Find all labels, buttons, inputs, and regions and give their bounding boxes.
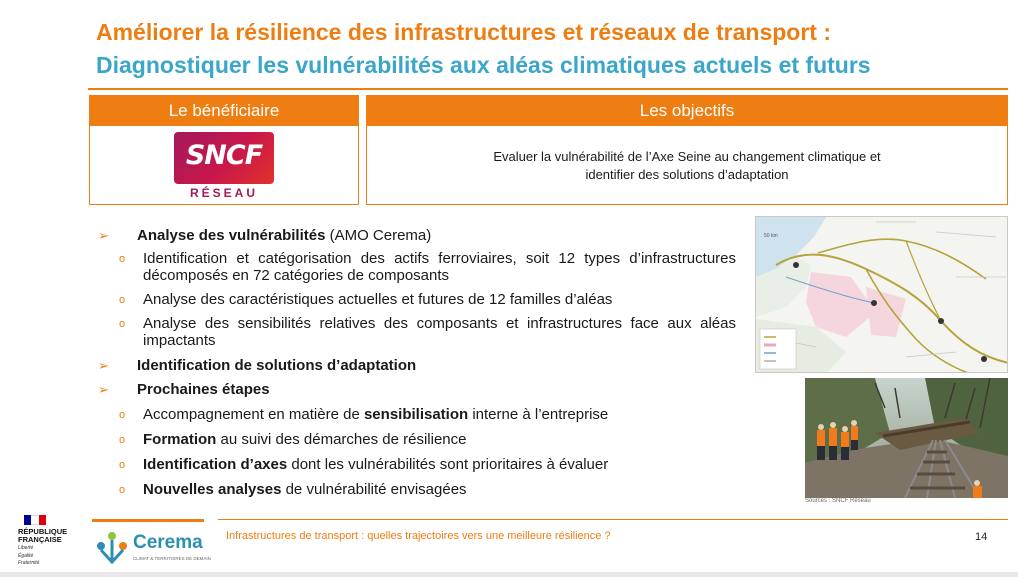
circle-bullet-icon: o	[119, 434, 126, 446]
bottom-strip	[0, 572, 1018, 577]
next-step-4-bold: Nouvelles analyses	[143, 481, 282, 498]
section-next-steps	[96, 380, 736, 400]
circle-bullet-icon: o	[119, 318, 126, 330]
republique-francaise-logo	[18, 515, 78, 567]
arrow-bullet-icon: ➢	[98, 228, 109, 243]
sncf-logo-badge	[174, 132, 274, 184]
next-step-3-bold: Identification d’axes	[143, 456, 288, 473]
circle-bullet-icon: o	[119, 459, 126, 471]
list-item	[96, 315, 736, 349]
photo-source: Sources : SNCF Réseau	[805, 498, 871, 504]
sncf-logo-subtitle: RÉSEAU	[189, 186, 258, 200]
beneficiary-box	[89, 95, 359, 205]
title-divider	[88, 88, 1008, 90]
analysis-item-2: Analyse des caractéristiques actuelles et futures de 12 familles d’aléas	[143, 291, 613, 308]
motto-egalite: Égalité	[18, 552, 34, 559]
railway-photo	[805, 378, 1008, 498]
list-item	[96, 291, 736, 308]
section-next-steps-title: Prochaines étapes	[137, 381, 270, 398]
list-item: o Formation au suivi des démarches de résilience	[119, 431, 467, 448]
circle-bullet-icon: o	[119, 409, 126, 421]
cerema-emblem-icon	[93, 530, 131, 566]
section-analysis-suffix: (AMO Cerema)	[325, 227, 432, 244]
section-analysis	[96, 226, 736, 246]
list-item: o Identification d’axes dont les vulnérabilités sont prioritaires à évaluer	[119, 456, 609, 473]
republique-line-1: RÉPUBLIQUE	[18, 527, 68, 536]
circle-bullet-icon: o	[119, 294, 126, 306]
objectives-line-1: Evaluer la vulnérabilité de l’Axe Seine au changement climatique et	[493, 149, 881, 164]
section-solutions-title: Identification de solutions d’adaptation	[137, 357, 417, 374]
analysis-item-1: Identification et catégorisation des actifs ferroviaires, soit 12 types d’infrastructures décomposés en 72 catégories de composants	[143, 250, 736, 284]
section-solutions	[96, 356, 736, 376]
map-scale-label: 50 km	[764, 233, 778, 239]
footer-accent-bar	[92, 519, 204, 522]
list-item: o Accompagnement en matière de sensibilisation interne à l’entreprise	[119, 406, 609, 423]
motto-liberte: Liberté	[18, 545, 34, 551]
analysis-item-3: Analyse des sensibilités relatives des composants et infrastructures face aux aléas impactants	[143, 315, 736, 349]
republique-line-2: FRANÇAISE	[18, 535, 62, 544]
motto-fraternite: Fraternité	[18, 560, 40, 566]
cerema-wordmark: Cerema	[133, 532, 203, 553]
slide-subtitle: Diagnostiquer les vulnérabilités aux aléas climatiques actuels et futurs	[96, 52, 871, 78]
railway-photo-illustration	[805, 378, 1008, 498]
main-content	[96, 226, 736, 506]
circle-bullet-icon: o	[119, 253, 126, 265]
next-step-1-bold: sensibilisation	[363, 406, 469, 423]
list-item: o Nouvelles analyses de vulnérabilité envisagées	[119, 481, 467, 498]
objectives-line-2: identifier des solutions d’adaptation	[585, 167, 789, 182]
map-illustration	[756, 217, 1008, 373]
next-step-2-bold: Formation	[143, 431, 217, 448]
french-flag-icon	[24, 515, 46, 525]
sncf-reseau-logo	[174, 132, 274, 200]
section-analysis-title: Analyse des vulnérabilités	[137, 227, 326, 244]
slide-title: Améliorer la résilience des infrastructures et réseaux de transport :	[96, 19, 832, 45]
arrow-bullet-icon: ➢	[98, 382, 109, 397]
cerema-tagline: CLIMAT & TERRITOIRES DE DEMAIN	[133, 556, 211, 561]
axe-seine-map	[755, 216, 1008, 373]
list-item	[96, 250, 736, 284]
circle-bullet-icon: o	[119, 484, 126, 496]
sncf-logo-word: SNCF	[185, 140, 263, 171]
footer-text: Infrastructures de transport : quelles trajectoires vers une meilleure résilience ?	[226, 530, 611, 542]
cerema-logo	[93, 526, 211, 566]
objectives-header: Les objectifs	[367, 96, 1007, 126]
objectives-box	[366, 95, 1008, 205]
beneficiary-header: Le bénéficiaire	[90, 96, 358, 126]
footer-divider	[218, 519, 1008, 520]
page-number: 14	[975, 531, 988, 543]
objectives-text	[367, 126, 1007, 184]
arrow-bullet-icon: ➢	[98, 358, 109, 373]
